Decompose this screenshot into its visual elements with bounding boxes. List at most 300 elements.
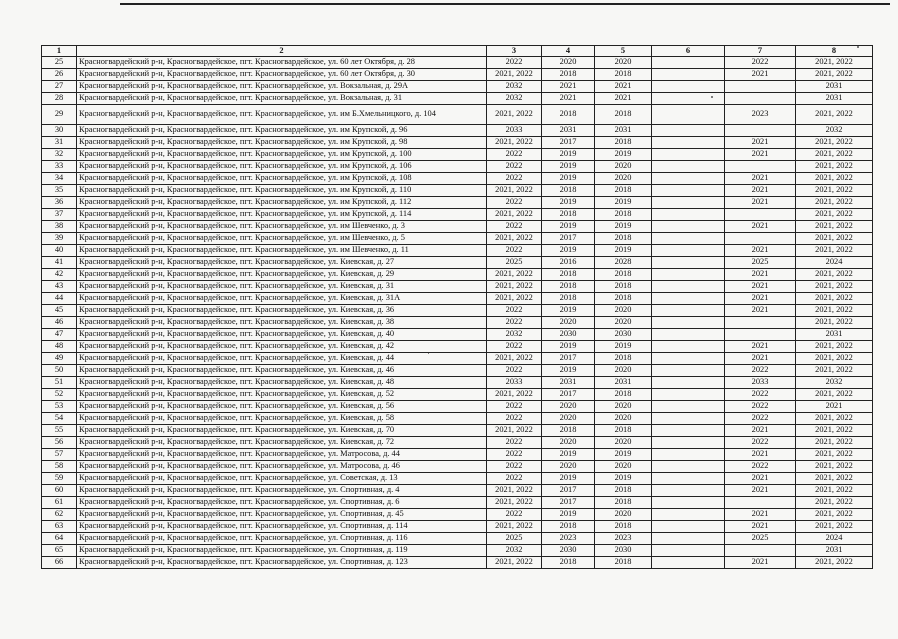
table-cell-col-6 [652,305,725,317]
table-cell-col-4: 2017 [542,497,595,509]
table-cell-col-6 [652,461,725,473]
table-cell-col-8: 2031 [796,329,873,341]
table-cell-col-7: 2025 [725,533,796,545]
table-cell-col-5: 2020 [595,437,652,449]
table-cell-col-6 [652,557,725,569]
table-cell-col-8: 2021, 2022 [796,305,873,317]
table-cell-col-5: 2020 [595,317,652,329]
table-cell-col-4: 2018 [542,425,595,437]
table-row [42,521,873,533]
table-cell-col-6 [652,105,725,125]
table-cell-col-5: 2021 [595,93,652,105]
table-cell-col-5: 2020 [595,509,652,521]
table-cell-col-1: 30 [42,125,77,137]
table-cell-col-6 [652,401,725,413]
table-cell-col-1: 58 [42,461,77,473]
table-cell-col-2: Красногвардейский р-н, Красногвардейское, пгт. Красногвардейское, ул. им Б.Хмельницкого, д. 104 [77,105,487,125]
table-cell-col-6 [652,185,725,197]
table-row [42,209,873,221]
table-row [42,329,873,341]
table-cell-col-3: 2021, 2022 [487,425,542,437]
table-cell-col-8: 2021, 2022 [796,185,873,197]
table-cell-col-2: Красногвардейский р-н, Красногвардейское, пгт. Красногвардейское, ул. им Крупской, д. 96 [77,125,487,137]
table-cell-col-8: 2021, 2022 [796,341,873,353]
column-header-7: 7 [725,46,796,57]
table-cell-col-3: 2022 [487,365,542,377]
table-cell-col-1: 59 [42,473,77,485]
table-cell-col-7: 2021 [725,521,796,533]
table-cell-col-4: 2018 [542,557,595,569]
table-row [42,81,873,93]
table-row [42,317,873,329]
table-cell-col-3: 2032 [487,545,542,557]
table-cell-col-1: 54 [42,413,77,425]
table-row [42,401,873,413]
table-cell-col-3: 2022 [487,449,542,461]
table-row [42,545,873,557]
table-cell-col-2: Красногвардейский р-н, Красногвардейское, пгт. Красногвардейское, ул. Киевская, д. 40 [77,329,487,341]
table-cell-col-5: 2028 [595,257,652,269]
table-cell-col-8: 2021, 2022 [796,209,873,221]
table-cell-col-1: 63 [42,521,77,533]
scan-speck [428,353,429,354]
table-cell-col-7: 2021 [725,281,796,293]
table-cell-col-8: 2021, 2022 [796,521,873,533]
table-row [42,281,873,293]
table-cell-col-3: 2021, 2022 [487,185,542,197]
scan-top-edge-line [120,3,890,5]
table-cell-col-8: 2021, 2022 [796,413,873,425]
table-cell-col-4: 2018 [542,185,595,197]
table-cell-col-2: Красногвардейский р-н, Красногвардейское, пгт. Красногвардейское, ул. им Крупской, д. 112 [77,197,487,209]
table-cell-col-5: 2018 [595,353,652,365]
table-cell-col-8: 2021, 2022 [796,317,873,329]
table-row [42,341,873,353]
column-header-6: 6 [652,46,725,57]
table-cell-col-5: 2030 [595,545,652,557]
table-cell-col-7 [725,125,796,137]
table-cell-col-4: 2020 [542,461,595,473]
table-cell-col-7 [725,329,796,341]
table-cell-col-4: 2018 [542,293,595,305]
table-row [42,389,873,401]
table-cell-col-3: 2022 [487,401,542,413]
table-cell-col-5: 2018 [595,389,652,401]
table-cell-col-8: 2024 [796,533,873,545]
table-cell-col-6 [652,197,725,209]
table-cell-col-7: 2021 [725,509,796,521]
table-cell-col-6 [652,521,725,533]
table-cell-col-6 [652,293,725,305]
table-cell-col-4: 2019 [542,449,595,461]
table-cell-col-6 [652,473,725,485]
table-cell-col-3: 2025 [487,257,542,269]
table-cell-col-1: 53 [42,401,77,413]
table-cell-col-6 [652,149,725,161]
table-cell-col-4: 2018 [542,69,595,81]
table-cell-col-3: 2022 [487,221,542,233]
table-cell-col-8: 2021, 2022 [796,449,873,461]
table-cell-col-7 [725,545,796,557]
table-cell-col-5: 2019 [595,245,652,257]
table-cell-col-4: 2017 [542,485,595,497]
table-cell-col-5: 2018 [595,281,652,293]
table-cell-col-7 [725,233,796,245]
table-cell-col-3: 2021, 2022 [487,485,542,497]
table-cell-col-2: Красногвардейский р-н, Красногвардейское, пгт. Красногвардейское, ул. Спортивная, д. 6 [77,497,487,509]
table-cell-col-2: Красногвардейский р-н, Красногвардейское, пгт. Красногвардейское, ул. Киевская, д. 44 [77,353,487,365]
table-cell-col-1: 35 [42,185,77,197]
table-cell-col-3: 2021, 2022 [487,557,542,569]
table-cell-col-2: Красногвардейский р-н, Красногвардейское, пгт. Красногвардейское, ул. им Крупской, д. 100 [77,149,487,161]
table-cell-col-6 [652,137,725,149]
table-row [42,305,873,317]
table-cell-col-2: Красногвардейский р-н, Красногвардейское, пгт. Красногвардейское, ул. им Шевченко, д. 5 [77,233,487,245]
column-header-2: 2 [77,46,487,57]
table-cell-col-5: 2018 [595,233,652,245]
table-cell-col-7: 2021 [725,173,796,185]
table-cell-col-7: 2022 [725,389,796,401]
table-cell-col-1: 31 [42,137,77,149]
table-cell-col-2: Красногвардейский р-н, Красногвардейское, пгт. Красногвардейское, ул. Спортивная, д. 45 [77,509,487,521]
table-cell-col-6 [652,317,725,329]
table-cell-col-8: 2021, 2022 [796,161,873,173]
table-cell-col-8: 2031 [796,81,873,93]
table-cell-col-5: 2018 [595,557,652,569]
table-cell-col-8: 2021, 2022 [796,509,873,521]
table-cell-col-4: 2019 [542,221,595,233]
table-cell-col-2: Красногвардейский р-н, Красногвардейское, пгт. Красногвардейское, ул. Вокзальная, д. 29А [77,81,487,93]
table-row [42,245,873,257]
table-cell-col-7: 2021 [725,305,796,317]
table-cell-col-6 [652,545,725,557]
table-cell-col-3: 2021, 2022 [487,353,542,365]
table-cell-col-1: 45 [42,305,77,317]
table-cell-col-5: 2019 [595,221,652,233]
table-cell-col-1: 34 [42,173,77,185]
table-cell-col-4: 2019 [542,341,595,353]
table-cell-col-4: 2031 [542,125,595,137]
table-cell-col-4: 2018 [542,281,595,293]
table-cell-col-3: 2021, 2022 [487,69,542,81]
table-row [42,485,873,497]
table-row [42,149,873,161]
table-cell-col-3: 2021, 2022 [487,281,542,293]
table-cell-col-1: 56 [42,437,77,449]
table-cell-col-6 [652,57,725,69]
table-cell-col-4: 2019 [542,365,595,377]
table-cell-col-2: Красногвардейский р-н, Красногвардейское, пгт. Красногвардейское, ул. Спортивная, д. 4 [77,485,487,497]
table-cell-col-1: 61 [42,497,77,509]
table-cell-col-8: 2021, 2022 [796,461,873,473]
table-cell-col-8: 2021, 2022 [796,105,873,125]
table-row [42,137,873,149]
table-cell-col-5: 2023 [595,533,652,545]
table-cell-col-7: 2021 [725,149,796,161]
table-cell-col-6 [652,161,725,173]
column-header-4: 4 [542,46,595,57]
table-row [42,497,873,509]
table-cell-col-7 [725,161,796,173]
table-cell-col-1: 40 [42,245,77,257]
table-cell-col-1: 47 [42,329,77,341]
table-row [42,93,873,105]
table-cell-col-1: 52 [42,389,77,401]
table-cell-col-1: 26 [42,69,77,81]
table-cell-col-3: 2021, 2022 [487,209,542,221]
table-row [42,69,873,81]
table-row [42,161,873,173]
table-row [42,377,873,389]
table-cell-col-8: 2021, 2022 [796,437,873,449]
table-cell-col-2: Красногвардейский р-н, Красногвардейское, пгт. Красногвардейское, ул. им Шевченко, д. 3 [77,221,487,233]
table-cell-col-3: 2022 [487,149,542,161]
table-cell-col-2: Красногвардейский р-н, Красногвардейское, пгт. Красногвардейское, ул. Спортивная, д. 123 [77,557,487,569]
table-cell-col-4: 2019 [542,173,595,185]
table-cell-col-4: 2023 [542,533,595,545]
table-cell-col-4: 2016 [542,257,595,269]
table-cell-col-4: 2030 [542,329,595,341]
table-row [42,257,873,269]
table-cell-col-7: 2022 [725,365,796,377]
table-cell-col-5: 2020 [595,57,652,69]
table-cell-col-2: Красногвардейский р-н, Красногвардейское, пгт. Красногвардейское, ул. им Крупской, д. 108 [77,173,487,185]
table-cell-col-3: 2022 [487,161,542,173]
table-cell-col-6 [652,221,725,233]
table-cell-col-5: 2019 [595,473,652,485]
table-cell-col-6 [652,425,725,437]
table-cell-col-2: Красногвардейский р-н, Красногвардейское, пгт. Красногвардейское, ул. Киевская, д. 52 [77,389,487,401]
table-cell-col-1: 38 [42,221,77,233]
table-cell-col-2: Красногвардейский р-н, Красногвардейское, пгт. Красногвардейское, ул. Спортивная, д. 119 [77,545,487,557]
table-row [42,533,873,545]
table-cell-col-7 [725,317,796,329]
table-cell-col-8: 2021, 2022 [796,269,873,281]
table-cell-col-3: 2022 [487,57,542,69]
table-cell-col-8: 2021, 2022 [796,173,873,185]
table-cell-col-2: Красногвардейский р-н, Красногвардейское, пгт. Красногвардейское, ул. Киевская, д. 42 [77,341,487,353]
table-cell-col-3: 2032 [487,81,542,93]
table-row [42,353,873,365]
table-cell-col-4: 2018 [542,521,595,533]
table-cell-col-6 [652,353,725,365]
table-cell-col-4: 2017 [542,353,595,365]
table-cell-col-5: 2021 [595,81,652,93]
table-cell-col-5: 2020 [595,161,652,173]
table-cell-col-5: 2020 [595,401,652,413]
table-cell-col-6 [652,365,725,377]
table-row [42,413,873,425]
scan-speck [711,96,713,98]
table-cell-col-1: 28 [42,93,77,105]
table-cell-col-3: 2032 [487,329,542,341]
table-cell-col-8: 2024 [796,257,873,269]
column-header-8: 8 [796,46,873,57]
table-cell-col-5: 2031 [595,377,652,389]
table-cell-col-7: 2021 [725,197,796,209]
table-cell-col-6 [652,269,725,281]
table-cell-col-5: 2018 [595,209,652,221]
table-cell-col-3: 2021, 2022 [487,233,542,245]
table-row [42,57,873,69]
column-header-3: 3 [487,46,542,57]
table-cell-col-4: 2030 [542,545,595,557]
table-cell-col-6 [652,341,725,353]
table-row [42,293,873,305]
table-row [42,197,873,209]
table-row [42,125,873,137]
data-table [41,45,873,569]
table-cell-col-4: 2019 [542,245,595,257]
table-cell-col-2: Красногвардейский р-н, Красногвардейское, пгт. Красногвардейское, ул. Киевская, д. 36 [77,305,487,317]
table-cell-col-3: 2022 [487,473,542,485]
table-cell-col-5: 2018 [595,137,652,149]
table-cell-col-7: 2022 [725,413,796,425]
table-cell-col-7: 2021 [725,221,796,233]
table-cell-col-1: 39 [42,233,77,245]
table-cell-col-6 [652,533,725,545]
table-row [42,473,873,485]
table-cell-col-1: 27 [42,81,77,93]
table-row [42,509,873,521]
table-row [42,221,873,233]
table-cell-col-1: 46 [42,317,77,329]
table-cell-col-1: 65 [42,545,77,557]
table-cell-col-8: 2021 [796,401,873,413]
table-cell-col-6 [652,125,725,137]
table-cell-col-1: 37 [42,209,77,221]
table-cell-col-8: 2021, 2022 [796,389,873,401]
table-cell-col-4: 2019 [542,161,595,173]
table-cell-col-1: 48 [42,341,77,353]
table-cell-col-8: 2021, 2022 [796,69,873,81]
table-cell-col-7: 2023 [725,105,796,125]
table-cell-col-3: 2022 [487,245,542,257]
table-cell-col-2: Красногвардейский р-н, Красногвардейское, пгт. Красногвардейское, ул. Матросова, д. 46 [77,461,487,473]
table-cell-col-4: 2031 [542,377,595,389]
table-cell-col-1: 62 [42,509,77,521]
table-cell-col-5: 2018 [595,521,652,533]
table-cell-col-2: Красногвардейский р-н, Красногвардейское, пгт. Красногвардейское, ул. Киевская, д. 27 [77,257,487,269]
table-cell-col-2: Красногвардейский р-н, Красногвардейское, пгт. Красногвардейское, ул. Киевская, д. 31 [77,281,487,293]
table-row [42,233,873,245]
table-cell-col-3: 2021, 2022 [487,105,542,125]
table-cell-col-3: 2022 [487,413,542,425]
table-cell-col-8: 2021, 2022 [796,281,873,293]
table-cell-col-3: 2021, 2022 [487,521,542,533]
table-cell-col-2: Красногвардейский р-н, Красногвардейское, пгт. Красногвардейское, ул. Киевская, д. 29 [77,269,487,281]
table-cell-col-8: 2031 [796,93,873,105]
table-row [42,185,873,197]
table-cell-col-3: 2022 [487,197,542,209]
table-cell-col-3: 2021, 2022 [487,497,542,509]
table-cell-col-3: 2022 [487,317,542,329]
table-cell-col-2: Красногвардейский р-н, Красногвардейское, пгт. Красногвардейское, ул. им Крупской, д. 110 [77,185,487,197]
table-cell-col-7: 2021 [725,185,796,197]
table-cell-col-4: 2020 [542,401,595,413]
table-cell-col-6 [652,389,725,401]
table-cell-col-1: 50 [42,365,77,377]
table-cell-col-5: 2031 [595,125,652,137]
table-cell-col-7: 2022 [725,437,796,449]
table-cell-col-4: 2019 [542,149,595,161]
table-row [42,105,873,125]
table-cell-col-3: 2021, 2022 [487,137,542,149]
table-cell-col-5: 2020 [595,461,652,473]
table-cell-col-5: 2019 [595,149,652,161]
table-cell-col-2: Красногвардейский р-н, Красногвардейское, пгт. Красногвардейское, ул. Киевская, д. 58 [77,413,487,425]
table-cell-col-8: 2021, 2022 [796,425,873,437]
table-cell-col-1: 55 [42,425,77,437]
table-cell-col-6 [652,233,725,245]
table-cell-col-6 [652,93,725,105]
table-row [42,425,873,437]
table-cell-col-4: 2020 [542,437,595,449]
table-cell-col-2: Красногвардейский р-н, Красногвардейское, пгт. Красногвардейское, ул. 60 лет Октября, д. 28 [77,57,487,69]
table-row [42,461,873,473]
table-cell-col-2: Красногвардейский р-н, Красногвардейское, пгт. Красногвардейское, ул. Киевская, д. 38 [77,317,487,329]
table-cell-col-2: Красногвардейский р-н, Красногвардейское, пгт. Красногвардейское, ул. Киевская, д. 70 [77,425,487,437]
table-cell-col-3: 2022 [487,341,542,353]
table-cell-col-2: Красногвардейский р-н, Красногвардейское, пгт. Красногвардейское, ул. Спортивная, д. 116 [77,533,487,545]
table-cell-col-7 [725,209,796,221]
table-cell-col-7: 2022 [725,401,796,413]
table-cell-col-6 [652,245,725,257]
table-cell-col-3: 2022 [487,305,542,317]
table-cell-col-7: 2022 [725,461,796,473]
table-cell-col-5: 2018 [595,69,652,81]
table-cell-col-2: Красногвардейский р-н, Красногвардейское, пгт. Красногвардейское, ул. им Крупской, д. 114 [77,209,487,221]
table-cell-col-2: Красногвардейский р-н, Красногвардейское, пгт. Красногвардейское, ул. Матросова, д. 44 [77,449,487,461]
table-cell-col-4: 2020 [542,413,595,425]
table-cell-col-4: 2017 [542,233,595,245]
table-cell-col-8: 2021, 2022 [796,497,873,509]
table-body [42,57,873,569]
table-cell-col-5: 2018 [595,485,652,497]
table-cell-col-3: 2022 [487,173,542,185]
table-row [42,173,873,185]
table-cell-col-6 [652,281,725,293]
table-row [42,437,873,449]
table-cell-col-8: 2021, 2022 [796,233,873,245]
table-cell-col-5: 2018 [595,293,652,305]
table-cell-col-7: 2022 [725,57,796,69]
table-cell-col-7: 2033 [725,377,796,389]
table-header-row [42,46,873,57]
table-cell-col-2: Красногвардейский р-н, Красногвардейское, пгт. Красногвардейское, ул. им Шевченко, д. 11 [77,245,487,257]
table-cell-col-3: 2032 [487,93,542,105]
table-cell-col-4: 2018 [542,209,595,221]
table-cell-col-6 [652,209,725,221]
table-cell-col-8: 2021, 2022 [796,57,873,69]
table-cell-col-7: 2021 [725,353,796,365]
table-cell-col-7: 2021 [725,137,796,149]
table-cell-col-5: 2019 [595,197,652,209]
table-cell-col-3: 2033 [487,125,542,137]
table-cell-col-4: 2017 [542,389,595,401]
table-cell-col-2: Красногвардейский р-н, Красногвардейское, пгт. Красногвардейское, ул. Киевская, д. 46 [77,365,487,377]
table-cell-col-2: Красногвардейский р-н, Красногвардейское, пгт. Красногвардейское, ул. им Крупской, д. 106 [77,161,487,173]
table-cell-col-7: 2021 [725,449,796,461]
table-cell-col-4: 2021 [542,93,595,105]
table-cell-col-7: 2021 [725,341,796,353]
table-cell-col-1: 41 [42,257,77,269]
column-header-5: 5 [595,46,652,57]
table-cell-col-3: 2033 [487,377,542,389]
table-row [42,557,873,569]
table-cell-col-1: 42 [42,269,77,281]
table-cell-col-8: 2032 [796,125,873,137]
